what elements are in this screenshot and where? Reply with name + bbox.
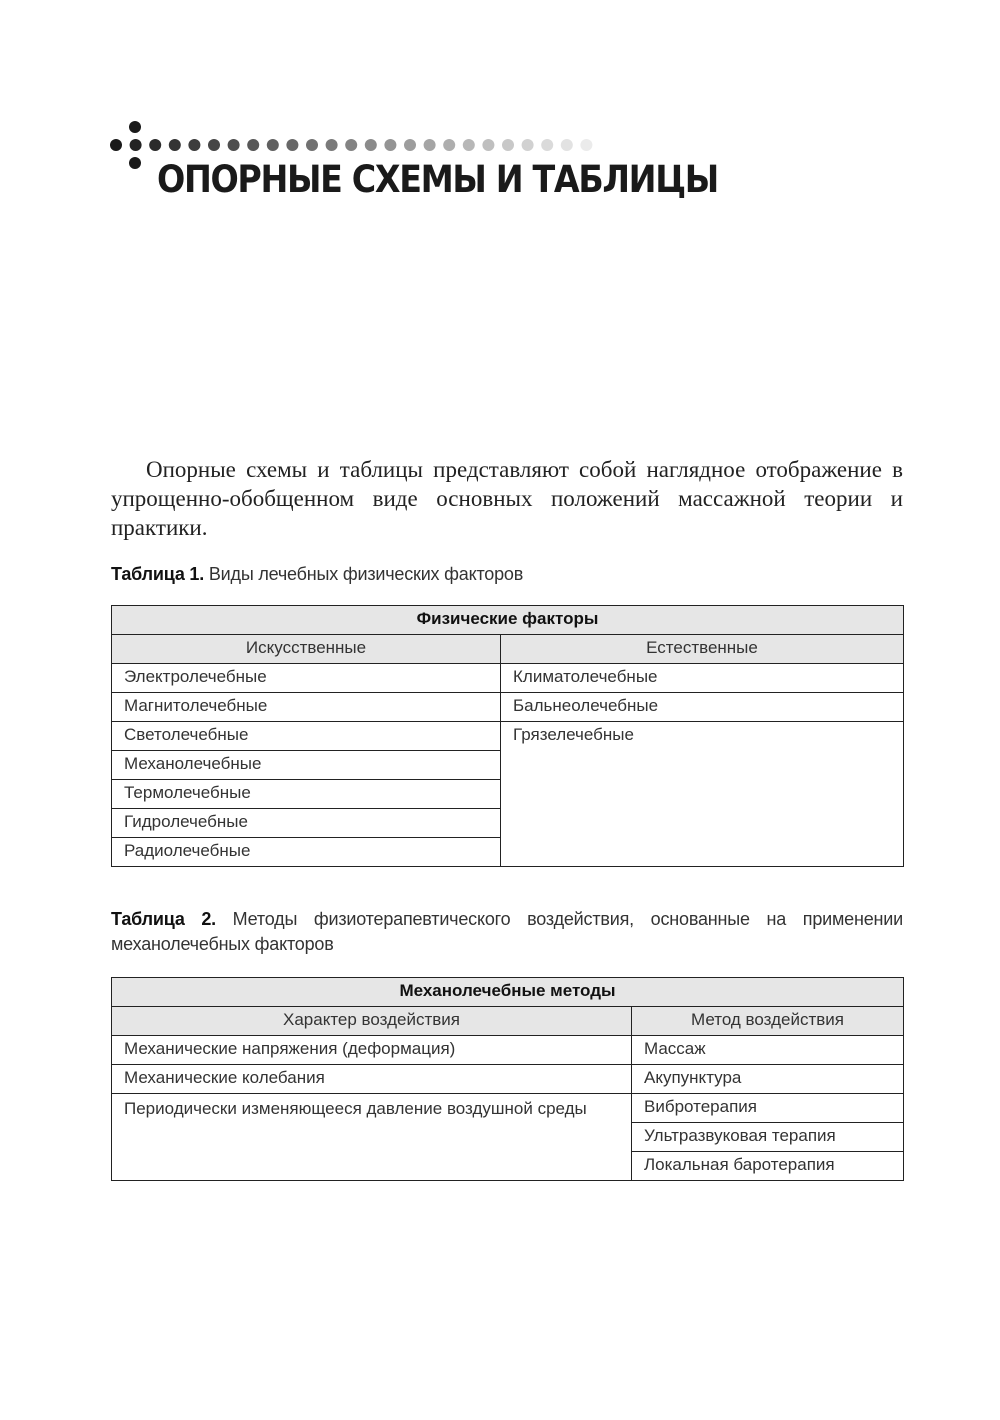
page-title: ОПОРНЫЕ СХЕМЫ И ТАБЛИЦЫ [157,158,718,201]
dot [522,139,534,151]
dot [482,139,494,151]
table2-caption-text: Методы физиотерапевтического воздействия, основанные на применении механолечебных факторов [111,909,903,954]
dot [580,139,592,151]
dot [286,139,298,151]
dot [149,139,161,151]
table-cell: Акупунктура [632,1065,904,1094]
table-cell: Гидролечебные [112,809,501,838]
dot [247,139,259,151]
table-cell: Электролечебные [112,664,501,693]
dot [110,139,122,151]
table-cell: Локальная баротерапия [632,1152,904,1181]
table-cell: Термолечебные [112,780,501,809]
table-cell: Механические колебания [112,1065,632,1094]
table1-col-natural: Естественные [501,635,904,664]
table-physical-factors [111,605,904,867]
dot [129,121,141,133]
dot [208,139,220,151]
table-cell: Магнитолечебные [112,693,501,722]
dot [561,139,573,151]
table2-caption [111,907,903,957]
table2-caption-label: Таблица 2. [111,909,216,929]
dot [365,139,377,151]
table-cell: Механические напряжения (деформация) [112,1036,632,1065]
dot [228,139,240,151]
dot [326,139,338,151]
dot [345,139,357,151]
table1-caption [111,562,903,587]
table-cell: Грязелечебные [501,722,904,867]
dot [541,139,553,151]
table-cell: Механолечебные [112,751,501,780]
dot [306,139,318,151]
dot [129,157,141,169]
table-cell: Светолечебные [112,722,501,751]
table1-header: Физические факторы [112,606,904,635]
table2-col-character: Характер воздействия [112,1007,632,1036]
dot [188,139,200,151]
dot [502,139,514,151]
table-cell: Ультразвуковая терапия [632,1123,904,1152]
dot [404,139,416,151]
table1-caption-label: Таблица 1. [111,564,205,584]
table-mechanotherapy-methods [111,977,904,1181]
table-cell: Радиолечебные [112,838,501,867]
table-cell: Периодически изменяющееся давление воздушной среды [112,1094,632,1181]
dot [424,139,436,151]
table2-header: Механолечебные методы [112,978,904,1007]
table-cell: Массаж [632,1036,904,1065]
dot [463,139,475,151]
dot [443,139,455,151]
table-cell: Бальнеолечебные [501,693,904,722]
table-cell: Вибротерапия [632,1094,904,1123]
dot [169,139,181,151]
intro-paragraph: Опорные схемы и таблицы представляют собой наглядное отображение в упрощенно-обобщенном виде основных положений массажной теории и практики. [111,457,903,540]
table1-col-artificial: Искусственные [112,635,501,664]
table-cell: Климатолечебные [501,664,904,693]
table1-caption-text: Виды лечебных физических факторов [208,564,524,584]
table2-col-method: Метод воздействия [632,1007,904,1036]
dot [384,139,396,151]
dot [130,139,142,151]
dot [267,139,279,151]
